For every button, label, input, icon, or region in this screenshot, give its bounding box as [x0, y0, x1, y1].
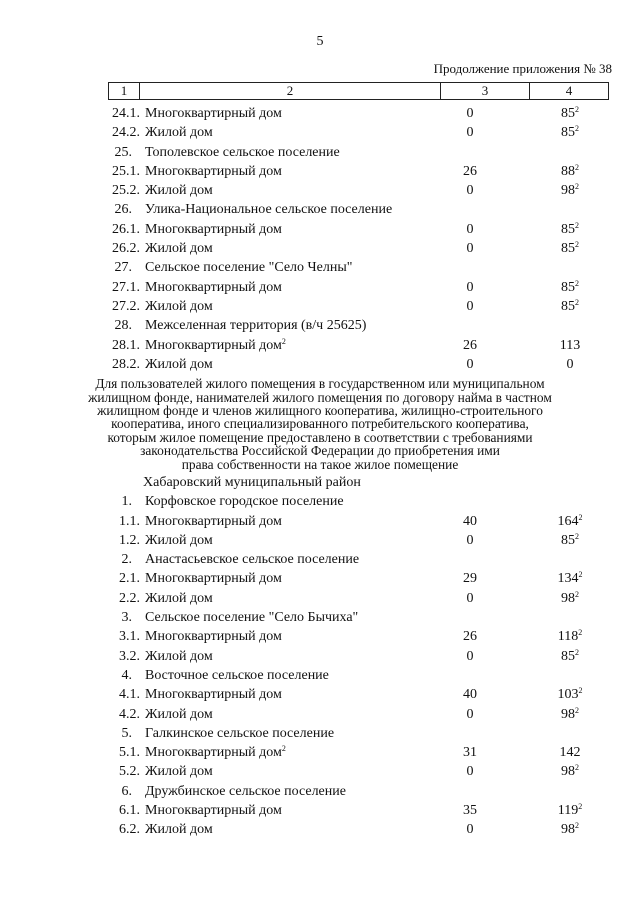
row-number: 6.1. — [119, 803, 140, 819]
column-3-value: 40 — [463, 513, 477, 529]
footnote-mark: 2 — [575, 240, 579, 250]
row-number: 4.2. — [119, 706, 140, 722]
row-name-text: Жилой дом — [145, 356, 213, 372]
row-name — [145, 782, 346, 801]
page-number: 5 — [316, 34, 324, 49]
row-name — [145, 724, 334, 743]
row-number: 3.1. — [119, 629, 140, 645]
section-row — [0, 492, 640, 511]
row-name — [143, 473, 361, 492]
note-line: жилищном фонде, нанимателей жилого помещения по договору найма в частном — [88, 389, 552, 405]
column-4-number: 85 — [561, 298, 575, 314]
column-4-value — [535, 220, 605, 239]
column-3-value: 26 — [463, 163, 477, 179]
row-name-text: Сельское поселение "Село Челны" — [145, 260, 353, 276]
footnote-mark: 2 — [575, 589, 579, 599]
row-name-text: Многоквартирный дом — [145, 106, 282, 121]
row-name — [145, 569, 282, 588]
row-number: 27.2. — [112, 298, 140, 314]
column-3-value: 0 — [466, 356, 474, 372]
column-4-value — [535, 278, 605, 297]
column-4-number: 98 — [561, 822, 575, 838]
column-3-value: 0 — [466, 125, 474, 141]
row-name — [145, 258, 352, 277]
column-4-value — [535, 801, 605, 820]
column-header-table — [108, 82, 609, 100]
table-row — [0, 647, 640, 666]
row-name-text: Многоквартирный дом — [145, 629, 282, 645]
note-line: которым жилое помещение предоставлено в соответствии с требованиями — [107, 429, 533, 445]
column-3-value: 26 — [463, 629, 477, 645]
column-4-number: 142 — [559, 745, 581, 761]
row-name-text: Улика-Национальное сельское поселение — [145, 202, 393, 218]
column-4-number: 98 — [561, 706, 575, 722]
column-4-value — [535, 685, 605, 704]
footnote-mark: 2 — [578, 628, 583, 638]
row-number: 26.1. — [112, 221, 140, 237]
row-number: 1.1. — [119, 513, 140, 529]
column-4-number: 85 — [561, 125, 575, 141]
row-name-text: Галкинское сельское поселение — [145, 725, 335, 741]
column-4-number: 118 — [557, 629, 579, 645]
row-name-text: Хабаровский муниципальный район — [143, 475, 361, 490]
table-row — [0, 355, 640, 374]
table-row — [0, 627, 640, 646]
table-row — [0, 297, 640, 316]
note-line: кооператива, иного специализированного потребительского кооператива, — [111, 416, 529, 432]
row-name-text: Многоквартирный дом — [145, 337, 282, 353]
column-4-number: 85 — [561, 221, 575, 237]
column-4-value — [535, 104, 605, 123]
table-row — [0, 278, 640, 297]
column-3-value: 0 — [466, 764, 474, 780]
footnote-mark: 2 — [575, 124, 579, 134]
row-name-text: Анастасьевское сельское поселение — [145, 552, 360, 568]
note-line: права собственности на такое жилое помещение — [181, 456, 459, 472]
note-line: Для пользователей жилого помещения в государственном или муниципальном — [95, 376, 545, 392]
footnote-mark: 2 — [575, 763, 579, 773]
row-name — [145, 278, 282, 297]
column-4-value — [535, 589, 605, 608]
row-name-text: Сельское поселение "Село Бычиха" — [145, 610, 359, 626]
column-4-value — [535, 762, 605, 781]
row-number: 5. — [121, 725, 132, 741]
footnote-mark: 2 — [578, 570, 583, 580]
row-number: 2.2. — [119, 590, 140, 606]
section-row — [0, 608, 640, 627]
table-row — [0, 239, 640, 258]
row-name — [145, 608, 358, 627]
row-number: 28.1. — [112, 337, 140, 353]
continuation-label: Продолжение приложения № 38 — [433, 61, 612, 76]
column-3-value: 0 — [466, 590, 474, 606]
table-body — [0, 104, 640, 840]
row-name-text: Жилой дом — [145, 648, 213, 664]
column-3-value: 31 — [463, 745, 477, 761]
row-number: 4. — [121, 667, 132, 683]
row-number: 1. — [121, 494, 132, 510]
column-4-number: 98 — [561, 183, 575, 199]
row-name — [145, 316, 366, 335]
table-row — [0, 685, 640, 704]
row-number: 24.1. — [112, 106, 140, 121]
row-name-text: Многоквартирный дом — [145, 163, 282, 179]
row-name-text: Жилой дом — [145, 706, 213, 722]
header-col-3: 3 — [441, 83, 530, 100]
footnote-mark: 2 — [578, 802, 583, 812]
row-name-text: Жилой дом — [145, 822, 213, 838]
section-row — [0, 666, 640, 685]
footnote-mark: 2 — [281, 744, 286, 754]
section-row — [0, 316, 640, 335]
row-name — [145, 685, 282, 704]
footnote-mark: 2 — [575, 647, 579, 657]
row-name-text: Тополевское сельское поселение — [145, 144, 340, 160]
row-name-text: Многоквартирный дом — [145, 687, 282, 703]
footnote-mark: 2 — [575, 297, 579, 307]
row-name — [145, 355, 213, 374]
column-4-value — [535, 355, 605, 374]
row-number: 25.1. — [112, 163, 140, 179]
column-3-value: 0 — [466, 532, 474, 548]
row-number: 6. — [121, 783, 132, 799]
column-3-value: 0 — [466, 241, 474, 257]
column-4-number: 0 — [566, 356, 574, 372]
column-3-value: 29 — [463, 571, 477, 587]
row-name — [145, 104, 282, 123]
row-name-text: Корфовское городское поселение — [145, 494, 344, 510]
row-name-text: Жилой дом — [145, 298, 213, 314]
table-row — [0, 220, 640, 239]
rows-before-note — [0, 104, 640, 374]
row-number: 26. — [114, 202, 132, 218]
footnote-mark: 2 — [281, 336, 286, 346]
table-row — [0, 569, 640, 588]
row-number: 2. — [121, 552, 132, 568]
district-row — [0, 473, 640, 492]
row-name — [145, 743, 286, 762]
table-row — [0, 705, 640, 724]
column-4-number: 85 — [561, 279, 575, 295]
row-name-text: Восточное сельское поселение — [145, 667, 329, 683]
row-name-text: Многоквартирный дом — [145, 803, 282, 819]
section-row — [0, 143, 640, 162]
column-4-number: 85 — [561, 648, 575, 664]
row-name — [145, 762, 213, 781]
table-row — [0, 181, 640, 200]
footnote-mark: 2 — [575, 705, 579, 715]
note-line: законодательства Российской Федерации до приобретения ими — [140, 443, 500, 459]
row-number: 28. — [114, 318, 132, 334]
column-4-number: 113 — [559, 337, 581, 353]
table-row — [0, 589, 640, 608]
table-row — [0, 820, 640, 839]
footnote-mark: 2 — [578, 512, 583, 522]
column-4-value — [535, 181, 605, 200]
row-name — [145, 801, 282, 820]
row-name-text: Многоквартирный дом — [145, 513, 282, 529]
table-row — [0, 762, 640, 781]
column-3-value: 40 — [463, 687, 477, 703]
row-name — [145, 492, 344, 511]
row-number: 5.1. — [119, 745, 140, 761]
section-row — [0, 200, 640, 219]
column-4-value — [535, 647, 605, 666]
row-name-text: Дружбинское сельское поселение — [145, 783, 346, 799]
column-4-number: 119 — [557, 803, 579, 819]
row-number: 24.2. — [112, 125, 140, 141]
column-3-value: 35 — [463, 803, 477, 819]
column-4-number: 85 — [561, 532, 575, 548]
footnote-mark: 2 — [575, 821, 579, 831]
column-3-value: 0 — [466, 706, 474, 722]
row-name — [145, 336, 286, 355]
row-name-text: Жилой дом — [145, 590, 213, 606]
column-3-value: 0 — [466, 183, 474, 199]
column-3-value: 0 — [466, 279, 474, 295]
row-number: 27. — [114, 260, 132, 276]
row-name — [145, 220, 282, 239]
column-3-value: 26 — [463, 337, 477, 353]
column-4-value — [535, 162, 605, 181]
column-4-value — [535, 123, 605, 142]
row-name-text: Жилой дом — [145, 125, 213, 141]
row-name-text: Многоквартирный дом — [145, 221, 282, 237]
row-name-text: Жилой дом — [145, 241, 213, 257]
column-4-number: 98 — [561, 590, 575, 606]
row-name-text: Межселенная территория (в/ч 25625) — [145, 318, 367, 334]
column-4-value — [535, 569, 605, 588]
column-4-value — [535, 512, 605, 531]
column-3-value: 0 — [466, 298, 474, 314]
section-row — [0, 782, 640, 801]
column-4-number: 164 — [557, 513, 579, 529]
table-row — [0, 123, 640, 142]
row-name — [145, 666, 329, 685]
row-name — [145, 589, 213, 608]
row-name-text: Многоквартирный дом — [145, 745, 282, 761]
column-4-value — [535, 627, 605, 646]
header-col-1: 1 — [109, 83, 140, 100]
table-row — [0, 162, 640, 181]
footnote-mark: 2 — [575, 105, 579, 114]
row-number: 4.1. — [119, 687, 140, 703]
row-name — [145, 705, 213, 724]
row-name — [145, 512, 282, 531]
row-name — [145, 143, 340, 162]
column-4-number: 85 — [561, 241, 575, 257]
row-name-text: Жилой дом — [145, 532, 213, 548]
row-name-text: Многоквартирный дом — [145, 571, 282, 587]
row-name — [145, 181, 213, 200]
row-name — [145, 200, 392, 219]
row-number: 5.2. — [119, 764, 140, 780]
table-row — [0, 801, 640, 820]
row-name — [145, 550, 359, 569]
column-4-number: 98 — [561, 764, 575, 780]
column-4-number: 103 — [557, 687, 579, 703]
section-row — [0, 258, 640, 277]
row-number: 3.2. — [119, 648, 140, 664]
row-name — [145, 297, 213, 316]
column-4-number: 134 — [557, 571, 579, 587]
row-name-text: Жилой дом — [145, 183, 213, 199]
header-col-4: 4 — [530, 83, 609, 100]
header-col-2: 2 — [140, 83, 441, 100]
row-number: 27.1. — [112, 279, 140, 295]
footnote-mark: 2 — [575, 220, 579, 230]
row-name — [145, 627, 282, 646]
column-4-value — [535, 239, 605, 258]
row-name-text: Многоквартирный дом — [145, 279, 282, 295]
table-row — [0, 531, 640, 550]
row-name — [145, 162, 282, 181]
row-number: 25. — [114, 144, 132, 160]
row-name — [145, 820, 213, 839]
column-4-value — [535, 531, 605, 550]
footnote-mark: 2 — [575, 182, 579, 192]
table-row — [0, 512, 640, 531]
column-4-value — [535, 820, 605, 839]
column-4-number: 85 — [561, 106, 575, 121]
column-4-value — [535, 336, 605, 355]
row-number: 28.2. — [112, 356, 140, 372]
row-name — [145, 123, 213, 142]
table-row — [0, 336, 640, 355]
row-name — [145, 531, 213, 550]
row-name — [145, 647, 213, 666]
column-4-value — [535, 705, 605, 724]
section-row — [0, 550, 640, 569]
footnote-mark: 2 — [575, 278, 579, 288]
footnote-mark: 2 — [578, 686, 583, 696]
footnote-mark: 2 — [575, 162, 579, 172]
column-3-value: 0 — [466, 648, 474, 664]
column-4-number: 88 — [561, 163, 575, 179]
footnote-mark: 2 — [575, 531, 579, 541]
section-row — [0, 724, 640, 743]
note-line: жилищном фонде и членов жилищного кооператива, жилищно-строительного — [97, 402, 543, 418]
column-4-value — [535, 743, 605, 762]
column-3-value: 0 — [466, 822, 474, 838]
row-number: 25.2. — [112, 183, 140, 199]
row-name-text: Жилой дом — [145, 764, 213, 780]
row-number: 26.2. — [112, 241, 140, 257]
row-number: 1.2. — [119, 532, 140, 548]
row-number: 3. — [121, 610, 132, 626]
note-paragraph — [0, 374, 640, 473]
row-name — [145, 239, 213, 258]
row-number: 6.2. — [119, 822, 140, 838]
row-number: 2.1. — [119, 571, 140, 587]
table-row — [0, 743, 640, 762]
rows-after-note — [0, 473, 640, 840]
column-4-value — [535, 297, 605, 316]
column-3-value: 0 — [466, 221, 474, 237]
column-3-value: 0 — [466, 106, 474, 121]
table-row — [0, 104, 640, 123]
